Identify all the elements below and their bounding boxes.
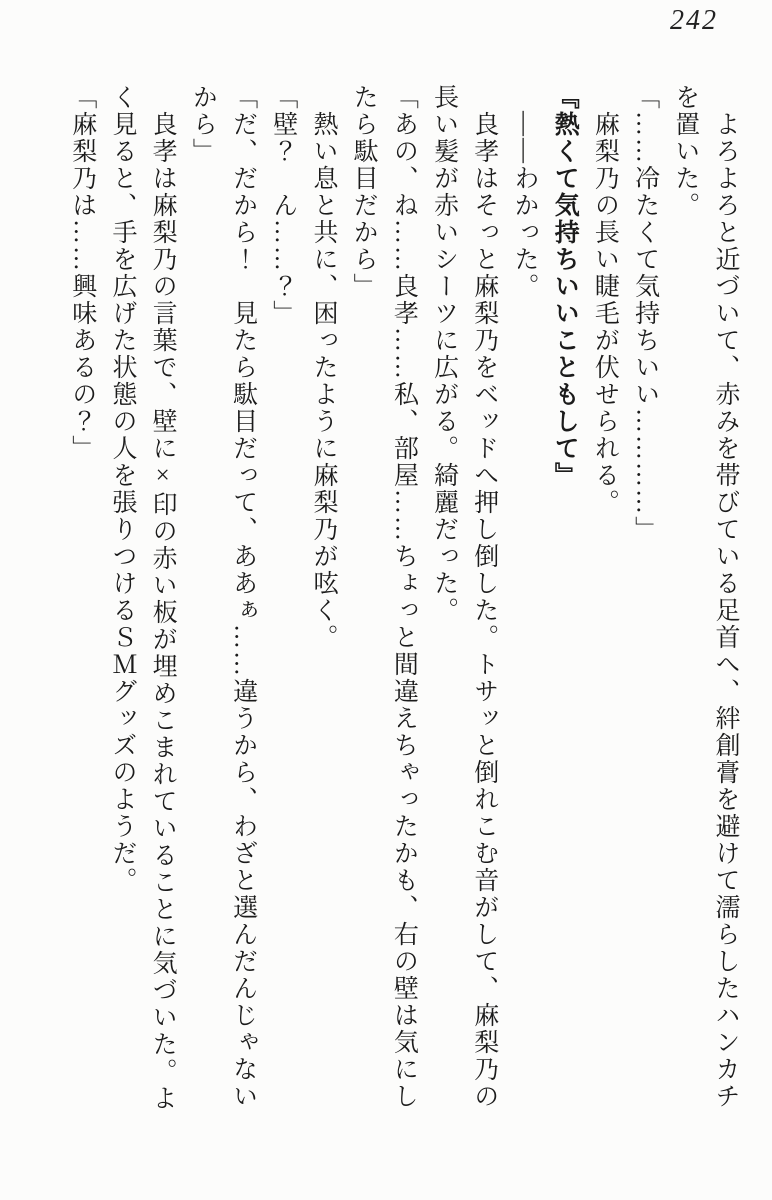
text-block xyxy=(63,84,745,1116)
text-line: 良孝は麻梨乃の言葉で、壁に×印の赤い板が埋めこまれていることに気づいた。よ xyxy=(149,111,177,1112)
text-line: ――わかった。 xyxy=(510,111,538,300)
text-line: よろよろと近づいて、赤みを帯びている足首へ、絆創膏を避けて濡らしたハンカチ xyxy=(712,111,739,1110)
page-number: 242 xyxy=(670,5,718,36)
text-line: 麻梨乃の長い睫毛が伏せられる。 xyxy=(591,111,619,516)
text-line: 長い髪が赤いシーツに広がる。綺麗だった。 xyxy=(430,84,458,624)
text-line: 良孝はそっと麻梨乃をベッドへ押し倒した。トサッと倒れこむ音がして、麻梨乃の xyxy=(470,111,498,1110)
text-line-emphasis: 『熱くて気持ちいいこともして』 xyxy=(551,84,579,489)
text-line: を置いた。 xyxy=(671,84,699,219)
text-line: 「……冷たくて気持ちいい…………」 xyxy=(631,84,659,543)
text-line: く見ると、手を広げた状態の人を張りつけるＳＭグッズのようだ。 xyxy=(108,84,136,894)
text-line: 「だ、だから！ 見たら駄目だって、ああぁ……違うから、わざと選んだんじゃない xyxy=(229,84,257,1110)
text-line: 「壁？ ん……？」 xyxy=(269,84,297,327)
text-line: たら駄目だから」 xyxy=(350,84,378,300)
text-line: 「麻梨乃は……興味あるの？」 xyxy=(68,84,96,462)
text-line: 「あの、ね……良孝……私、部屋……ちょっと間違えちゃったかも、右の壁は気にし xyxy=(390,84,418,1110)
text-line: から」 xyxy=(189,84,217,165)
text-line: 熱い息と共に、困ったように麻梨乃が呟く。 xyxy=(309,111,337,651)
